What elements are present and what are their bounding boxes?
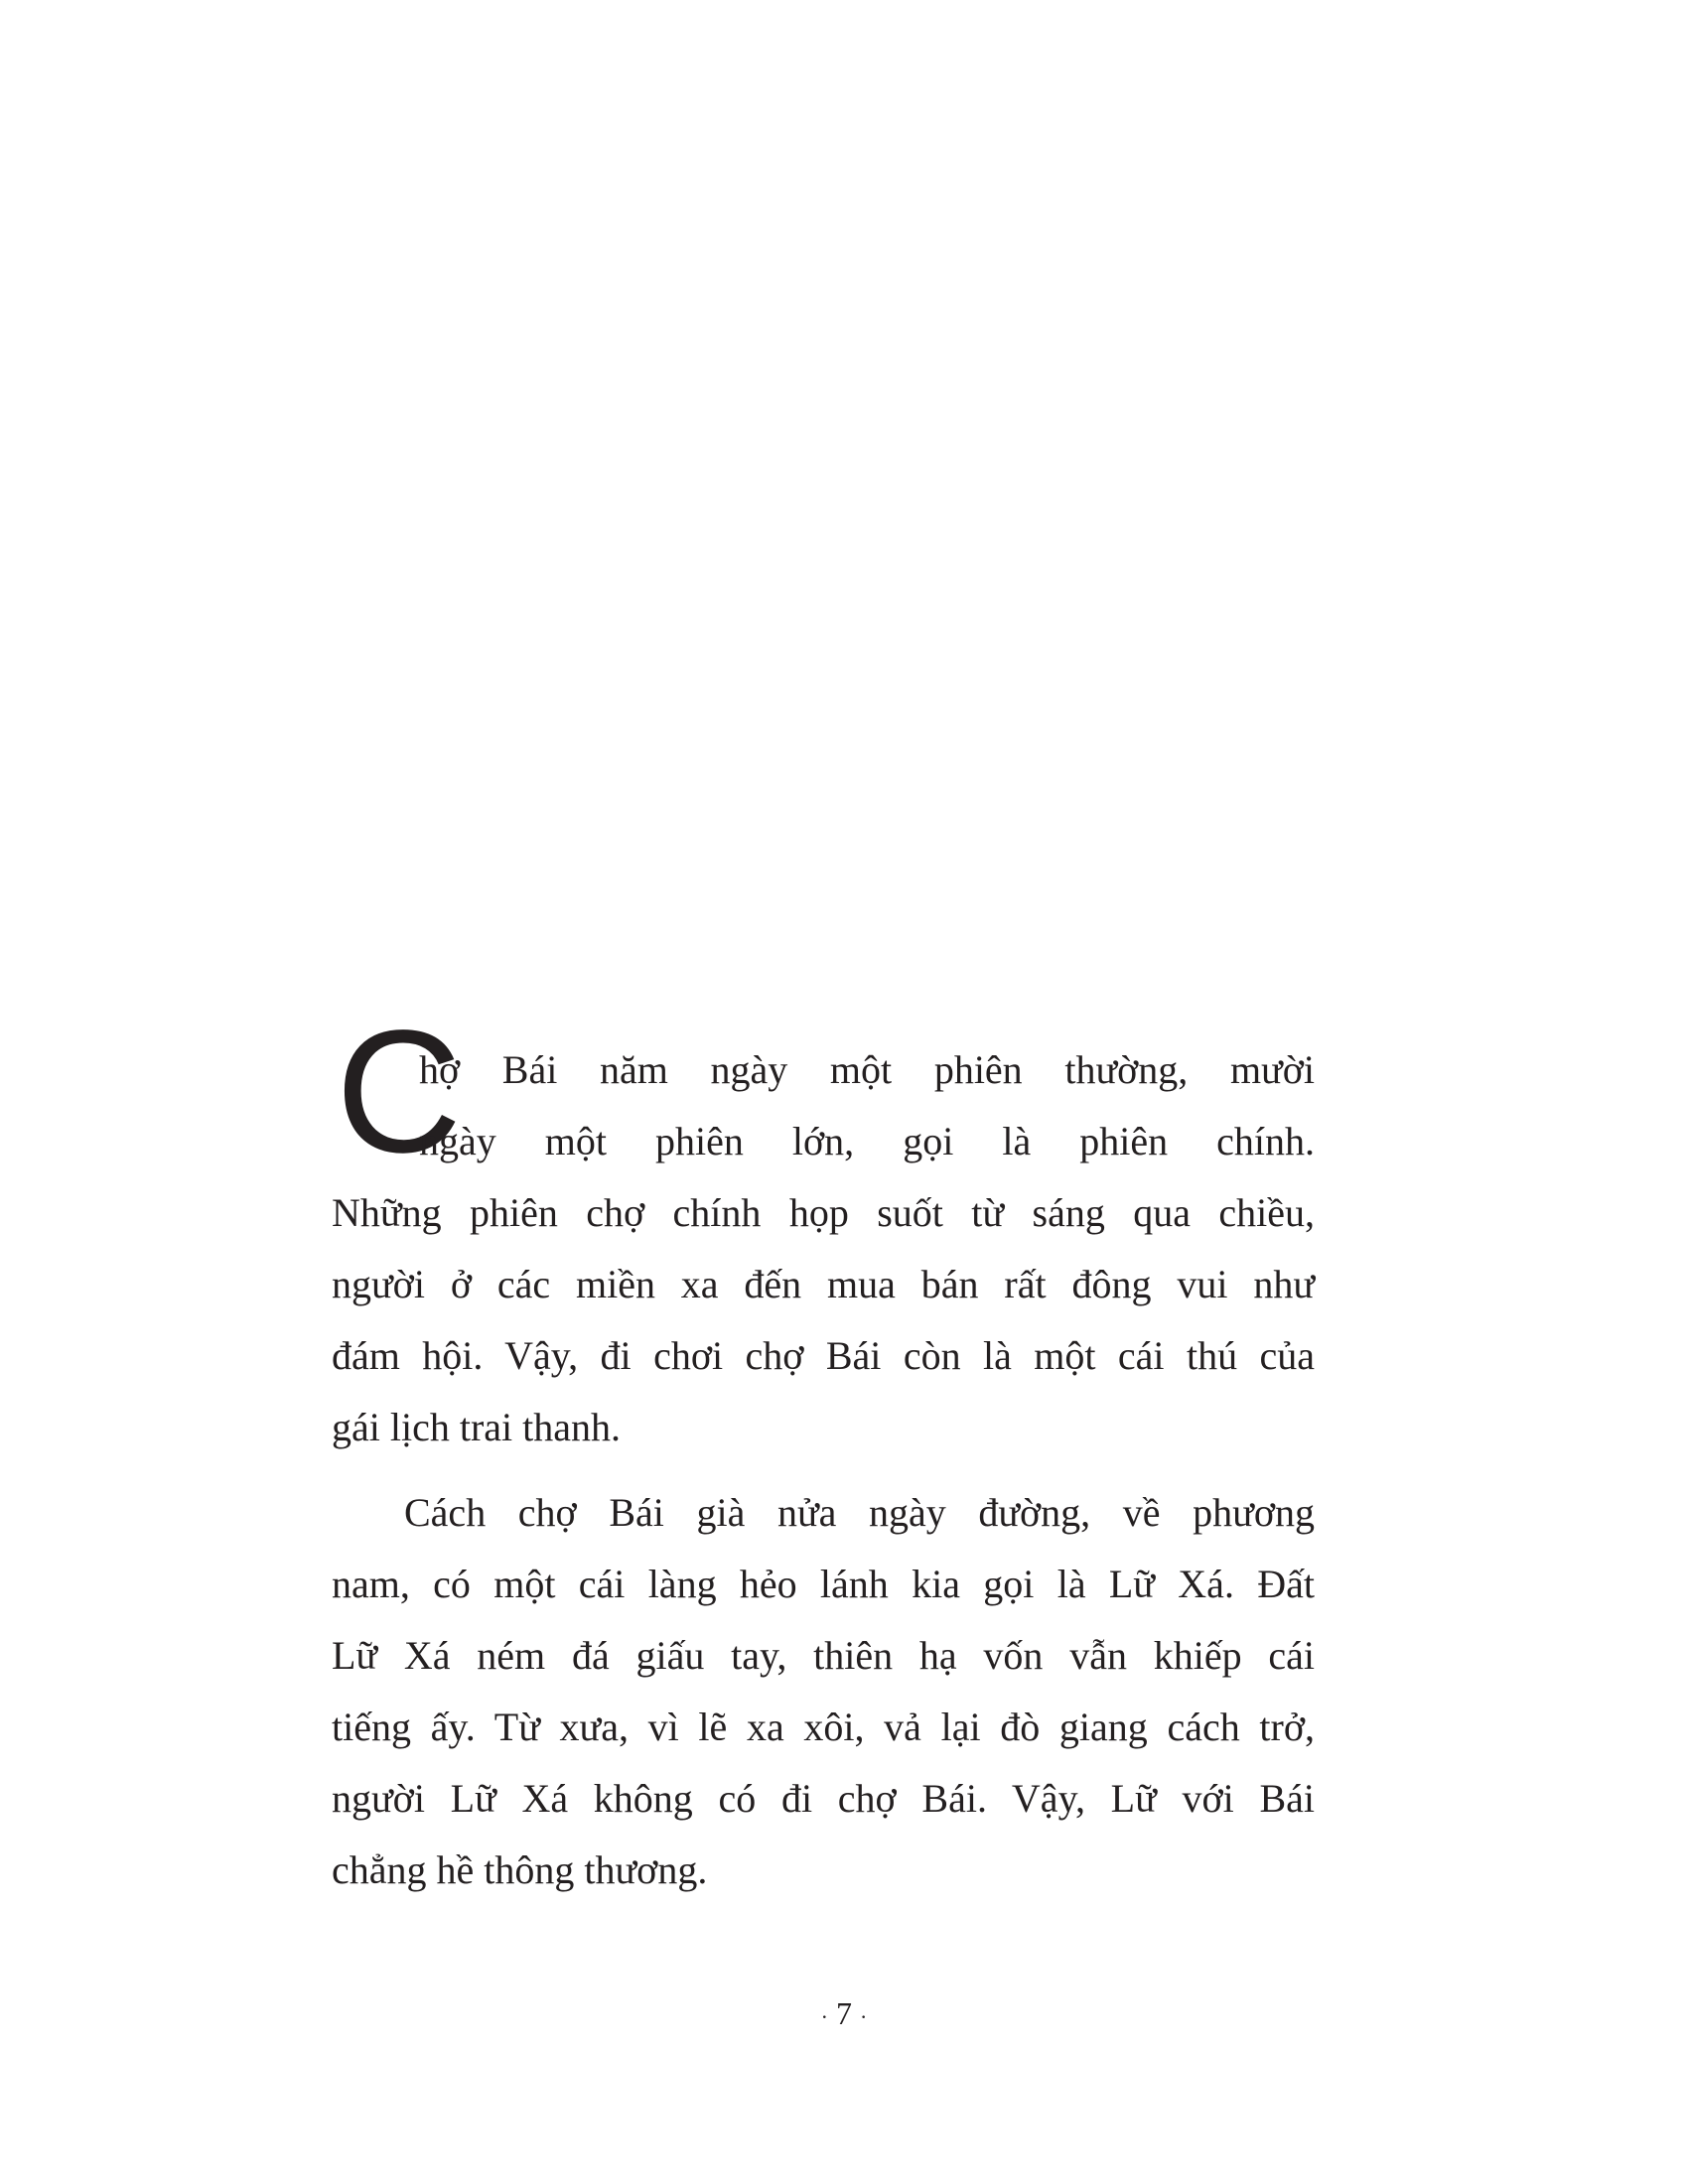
text-line: ngày một phiên lớn, gọi là phiên chính. — [419, 1119, 1315, 1163]
paragraph — [332, 1477, 1315, 1906]
text-line: người Lữ Xá không có đi chợ Bái. Vậy, Lữ với Bái — [332, 1776, 1315, 1821]
body-text — [332, 1034, 1315, 1906]
text-line: gái lịch trai thanh. — [332, 1405, 622, 1449]
text-line: Những phiên chợ chính họp suốt từ sáng qua chiều, — [332, 1190, 1315, 1235]
paragraph — [332, 1034, 1315, 1463]
drop-cap: C — [336, 995, 463, 1189]
folio-left-mark: · — [820, 2003, 828, 2029]
text-line: chẳng hề thông thương. — [332, 1847, 708, 1892]
text-line: người ở các miền xa đến mua bán rất đông vui như — [332, 1262, 1315, 1306]
text-line: tiếng ấy. Từ xưa, vì lẽ xa xôi, vả lại đò giang cách trở, — [332, 1705, 1315, 1749]
paragraph-spacer — [332, 1463, 1315, 1477]
page-number: 7 — [836, 1995, 852, 2031]
text-line: hợ Bái năm ngày một phiên thường, mười — [419, 1047, 1315, 1092]
page-number-footer — [0, 1993, 1688, 2037]
folio-right-mark: · — [860, 2003, 868, 2029]
text-line: nam, có một cái làng hẻo lánh kia gọi là Lữ Xá. Đất — [332, 1562, 1315, 1606]
text-line: Cách chợ Bái già nửa ngày đường, về phương — [404, 1490, 1315, 1535]
text-line: đám hội. Vậy, đi chơi chợ Bái còn là một cái thú của — [332, 1333, 1315, 1378]
text-line: Lữ Xá ném đá giấu tay, thiên hạ vốn vẫn khiếp cái — [332, 1633, 1315, 1678]
